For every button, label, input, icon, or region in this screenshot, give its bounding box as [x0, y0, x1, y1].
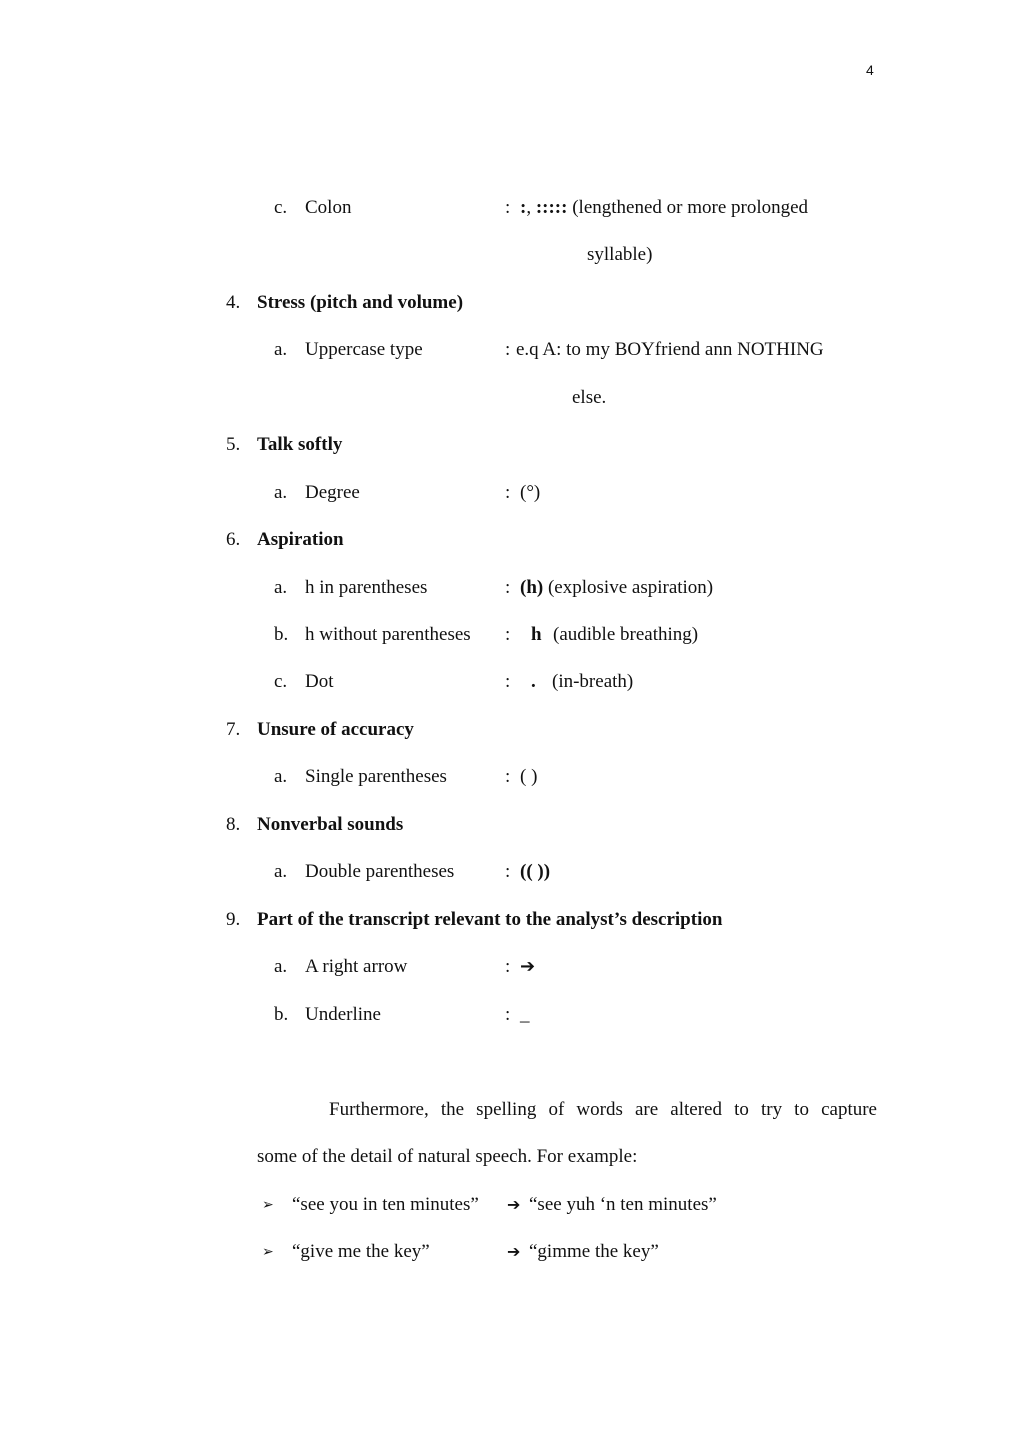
item-letter: a.: [274, 577, 288, 598]
paragraph-line-1: Furthermore, the spelling of words are altered to try to capture: [329, 1099, 877, 1120]
item-value: [520, 197, 808, 219]
symbol-separator: ,: [526, 197, 532, 218]
item-description: (audible breathing): [553, 624, 699, 645]
item-label: Single parentheses: [305, 766, 447, 787]
item-description-continued: syllable): [587, 244, 653, 265]
item-letter: c.: [274, 197, 288, 218]
section-title: Aspiration: [257, 529, 344, 550]
bullet-arrowhead-icon: ➢: [262, 1244, 274, 1260]
item-label: A right arrow: [305, 956, 408, 977]
item-colon: :: [505, 766, 511, 787]
item-letter: a.: [274, 482, 288, 503]
item-colon: :: [505, 197, 511, 218]
item-colon: :: [505, 577, 511, 598]
item-description: (in-breath): [552, 671, 634, 692]
section-title: Stress (pitch and volume): [257, 292, 464, 313]
example-original: “give me the key”: [292, 1241, 430, 1262]
section-number: 6.: [226, 529, 241, 550]
example-original: “see you in ten minutes”: [292, 1194, 479, 1215]
bullet-arrowhead-icon: ➢: [262, 1197, 274, 1213]
transcription-symbol: ( ): [520, 766, 538, 787]
item-label: h in parentheses: [305, 577, 428, 598]
item-label: Uppercase type: [305, 339, 423, 360]
section-number: 5.: [226, 434, 241, 455]
item-label: h without parentheses: [305, 624, 471, 645]
item-colon: :: [505, 956, 511, 977]
example-altered: “see yuh ‘n ten minutes”: [529, 1194, 717, 1215]
section-title: Unsure of accuracy: [257, 719, 414, 740]
section-title: Part of the transcript relevant to the analyst’s description: [257, 909, 723, 930]
item-colon: :: [505, 671, 511, 692]
transcription-symbol: .: [531, 671, 536, 692]
page-number: 4: [866, 62, 874, 78]
item-colon: :: [505, 1004, 511, 1025]
item-letter: c.: [274, 671, 288, 692]
item-label: Underline: [305, 1004, 381, 1025]
item-label: Double parentheses: [305, 861, 455, 882]
transcription-symbol: (( )): [520, 861, 551, 882]
right-arrow-icon: ➔: [507, 1195, 521, 1214]
section-number: 4.: [226, 292, 241, 313]
item-value: [520, 577, 713, 599]
prolonged-colon-symbol: :::::: [535, 197, 568, 218]
item-colon: :: [505, 624, 511, 645]
transcription-symbol: h: [531, 624, 542, 645]
item-description: (explosive aspiration): [547, 577, 714, 598]
item-letter: a.: [274, 861, 288, 882]
example-altered: “gimme the key”: [529, 1241, 659, 1262]
right-arrow-icon: ➔: [507, 1242, 521, 1261]
right-arrow-icon: ➔: [520, 956, 536, 977]
item-label: Colon: [305, 197, 352, 218]
item-value: e.q A: to my BOYfriend ann NOTHING: [516, 339, 824, 360]
item-label: Dot: [305, 671, 334, 692]
section-title: Talk softly: [257, 434, 343, 455]
item-letter: b.: [274, 1004, 289, 1025]
item-description: (lengthened or more prolonged: [572, 197, 809, 218]
paragraph-line-2: some of the detail of natural speech. For example:: [257, 1146, 638, 1167]
item-letter: a.: [274, 766, 288, 787]
item-value-continued: else.: [572, 387, 607, 408]
item-colon: :: [505, 339, 511, 360]
underline-symbol: _: [520, 1004, 530, 1025]
item-colon: :: [505, 861, 511, 882]
item-letter: a.: [274, 956, 288, 977]
section-title: Nonverbal sounds: [257, 814, 404, 835]
item-letter: a.: [274, 339, 288, 360]
colon-symbol: :: [520, 197, 527, 218]
item-colon: :: [505, 482, 511, 503]
item-letter: b.: [274, 624, 289, 645]
item-label: Degree: [305, 482, 360, 503]
transcription-symbol: (h): [520, 577, 544, 598]
section-number: 9.: [226, 909, 241, 930]
section-number: 8.: [226, 814, 241, 835]
degree-symbol: (°): [520, 482, 541, 503]
section-number: 7.: [226, 719, 241, 740]
